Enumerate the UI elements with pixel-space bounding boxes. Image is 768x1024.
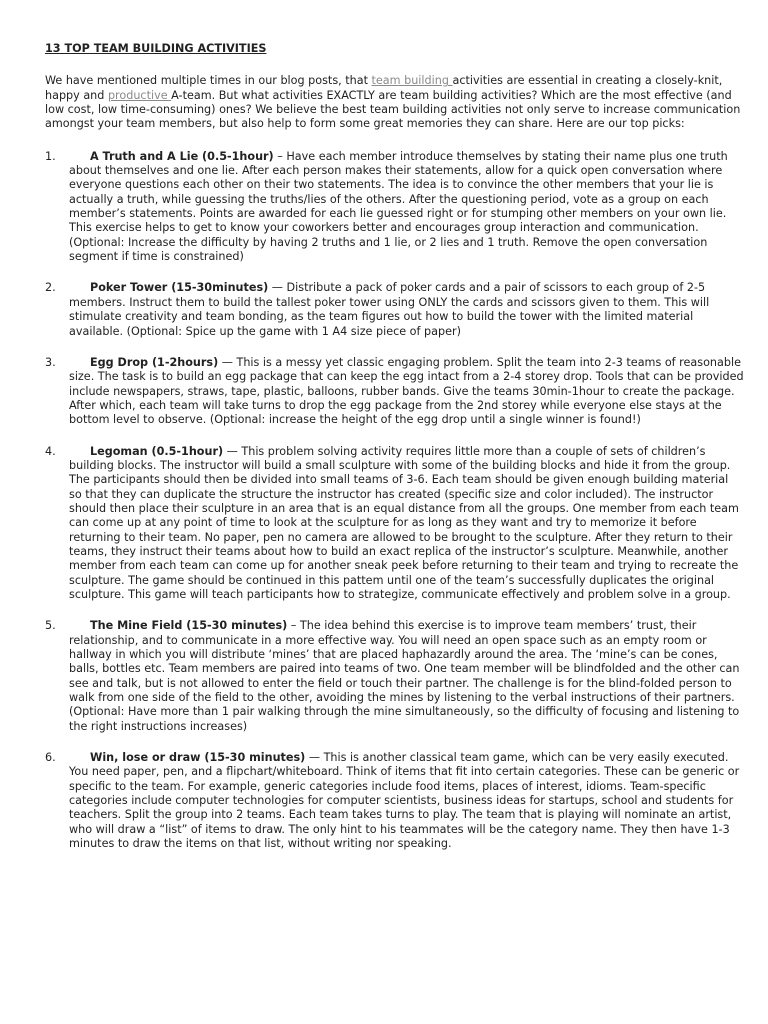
item-number: 5. [45,619,56,633]
intro-text-2: activities are essential in creating a closely-knit, happy and [45,74,723,102]
item-heading: A Truth and A Lie (0.5-1hour) [90,149,274,163]
item-heading: Poker Tower (15-30minutes) [90,281,269,295]
item-heading: Win, lose or draw (15-30 minutes) [90,751,306,765]
intro-paragraph [45,74,744,131]
item-heading: The Mine Field (15-30 minutes) [90,619,288,633]
activity-item-2 [45,281,744,338]
page-title: 13 TOP TEAM BUILDING ACTIVITIES [45,42,267,55]
intro-text-3: A-team. But what activities EXACTLY are team building activities? Which are the most effective (and low cost, low time-consuming) ones? We believe the best team building activities not only serve to increase communication amongst your team members, but also help to form some great memories they can share. Here are our top picks: [45,88,741,131]
item-heading: Legoman (0.5-1hour) [90,444,224,458]
item-heading: Egg Drop (1-2hours) [90,355,219,369]
item-body: – Have each member introduce themselves by stating their name plus one truth about themselves and one lie. After each person makes their statements, allow for a quick open conversation where everyone questions each other on their two statements. The idea is to convince the other members that your lie is actually a truth, while guessing the truths/lies of the others. After the questioning period, vote as a group on each member’s statements. Points are awarded for each lie guessed right or for stumping other members on your own lie. This exercise helps to get to know your coworkers better and encourages group interaction and communication. (Optional: Increase the difficulty by having 2 truths and 1 lie, or 2 lies and 1 truth. Remove the open conversation segment if time is constrained) [69,149,728,264]
item-body: — This is another classical team game, which can be very easily executed. You need paper, pen, and a flipchart/whiteboard. Think of items that fit into certain categories. These can be generic or specific to the team. For example, generic categories include food items, places of interest, idioms. Team-specific categories include computer technologies for computer scientists, business ideas for startups, school and students for teachers. Split the group into 2 teams. Each team takes turns to play. The team that is playing will nominate an artist, who will draw a “list” of items to draw. The only hint to his teammates will be the category name. They then have 1-3 minutes to draw the items on that list, without writing nor speaking. [69,751,740,851]
activity-item-5 [45,619,744,734]
item-body: – The idea behind this exercise is to improve team members’ trust, their relationship, and to communicate in a more effective way. You will need an open space such as an empty room or hallway in which you will distribute ‘mines’ that are placed haphazardly around the area. The ‘mine’s can be cones, balls, bottles etc. Team members are paired into teams of two. One team member will be blindfolded and the other can see and talk, but is not allowed to enter the field or touch their partner. The challenge is for the blind-folded person to walk from one side of the field to the other, avoiding the mines by listening to the verbal instructions of their partners. (Optional: Have more than 1 pair walking through the mine simultaneously, so the difficulty of focusing and listening to the right instructions increases) [69,619,740,733]
item-number: 2. [45,281,56,295]
item-number: 3. [45,355,56,369]
activity-item-6 [45,751,744,851]
productive-link[interactable]: productive [107,88,172,102]
item-body: — Distribute a pack of poker cards and a pair of scissors to each group of 2-5 members. Instruct them to build the tallest poker tower using ONLY the cards and scissors given to them. This will stimulate creativity and team bonding, as the team figures out how to build the tower with the limited material available. (Optional: Spice up the game with 1 A4 size piece of paper) [69,281,710,338]
item-number: 6. [45,751,56,765]
activity-item-1 [45,150,744,265]
activity-item-4 [45,445,744,603]
item-number: 4. [45,444,56,458]
item-number: 1. [45,149,56,163]
intro-text-1: We have mentioned multiple times in our blog posts, that [45,74,372,88]
item-body: — This problem solving activity requires little more than a couple of sets of children’s building blocks. The instructor will build a small sculpture with some of the building blocks and hide it from the group. The participants should then be divided into small teams of 3-6. Each team should be given enough building material so that they can duplicate the structure the instructor has created (specific size and color included). The instructor should then place their sculpture in an area that is an equal distance from all the groups. One member from each team can come up at any point of time to look at the sculpture for as long as they want and try to memorize it before returning to their team. No paper, pen no camera are allowed to be brought to the sculpture. After they return to their teams, they instruct their teams about how to build an exact replica of the instructor’s sculpture. Meanwhile, another member from each team can come up for another sneak peek before returning to their team and trying to recreate the sculpture. The game should be continued in this pattem until one of the team’s successfully duplicates the original sculpture. This game will teach participants how to strategize, communicate effectively and problem solve in a group. [69,444,739,601]
item-body: — This is a messy yet classic engaging problem. Split the team into 2-3 teams of reasonable size. The task is to build an egg package that can keep the egg intact from a 2-4 storey drop. Tools that can be provided include newspapers, straws, tape, plastic, balloons, rubber bands. Give the teams 30min-1hour to create the package. After which, each team will take turns to drop the egg package from the 2nd storey while everyone else stays at the bottom level to observe. (Optional: increase the height of the egg drop until a single winner is found!) [69,355,744,427]
team-building-link[interactable]: team building [371,74,453,88]
activity-item-3 [45,356,744,428]
